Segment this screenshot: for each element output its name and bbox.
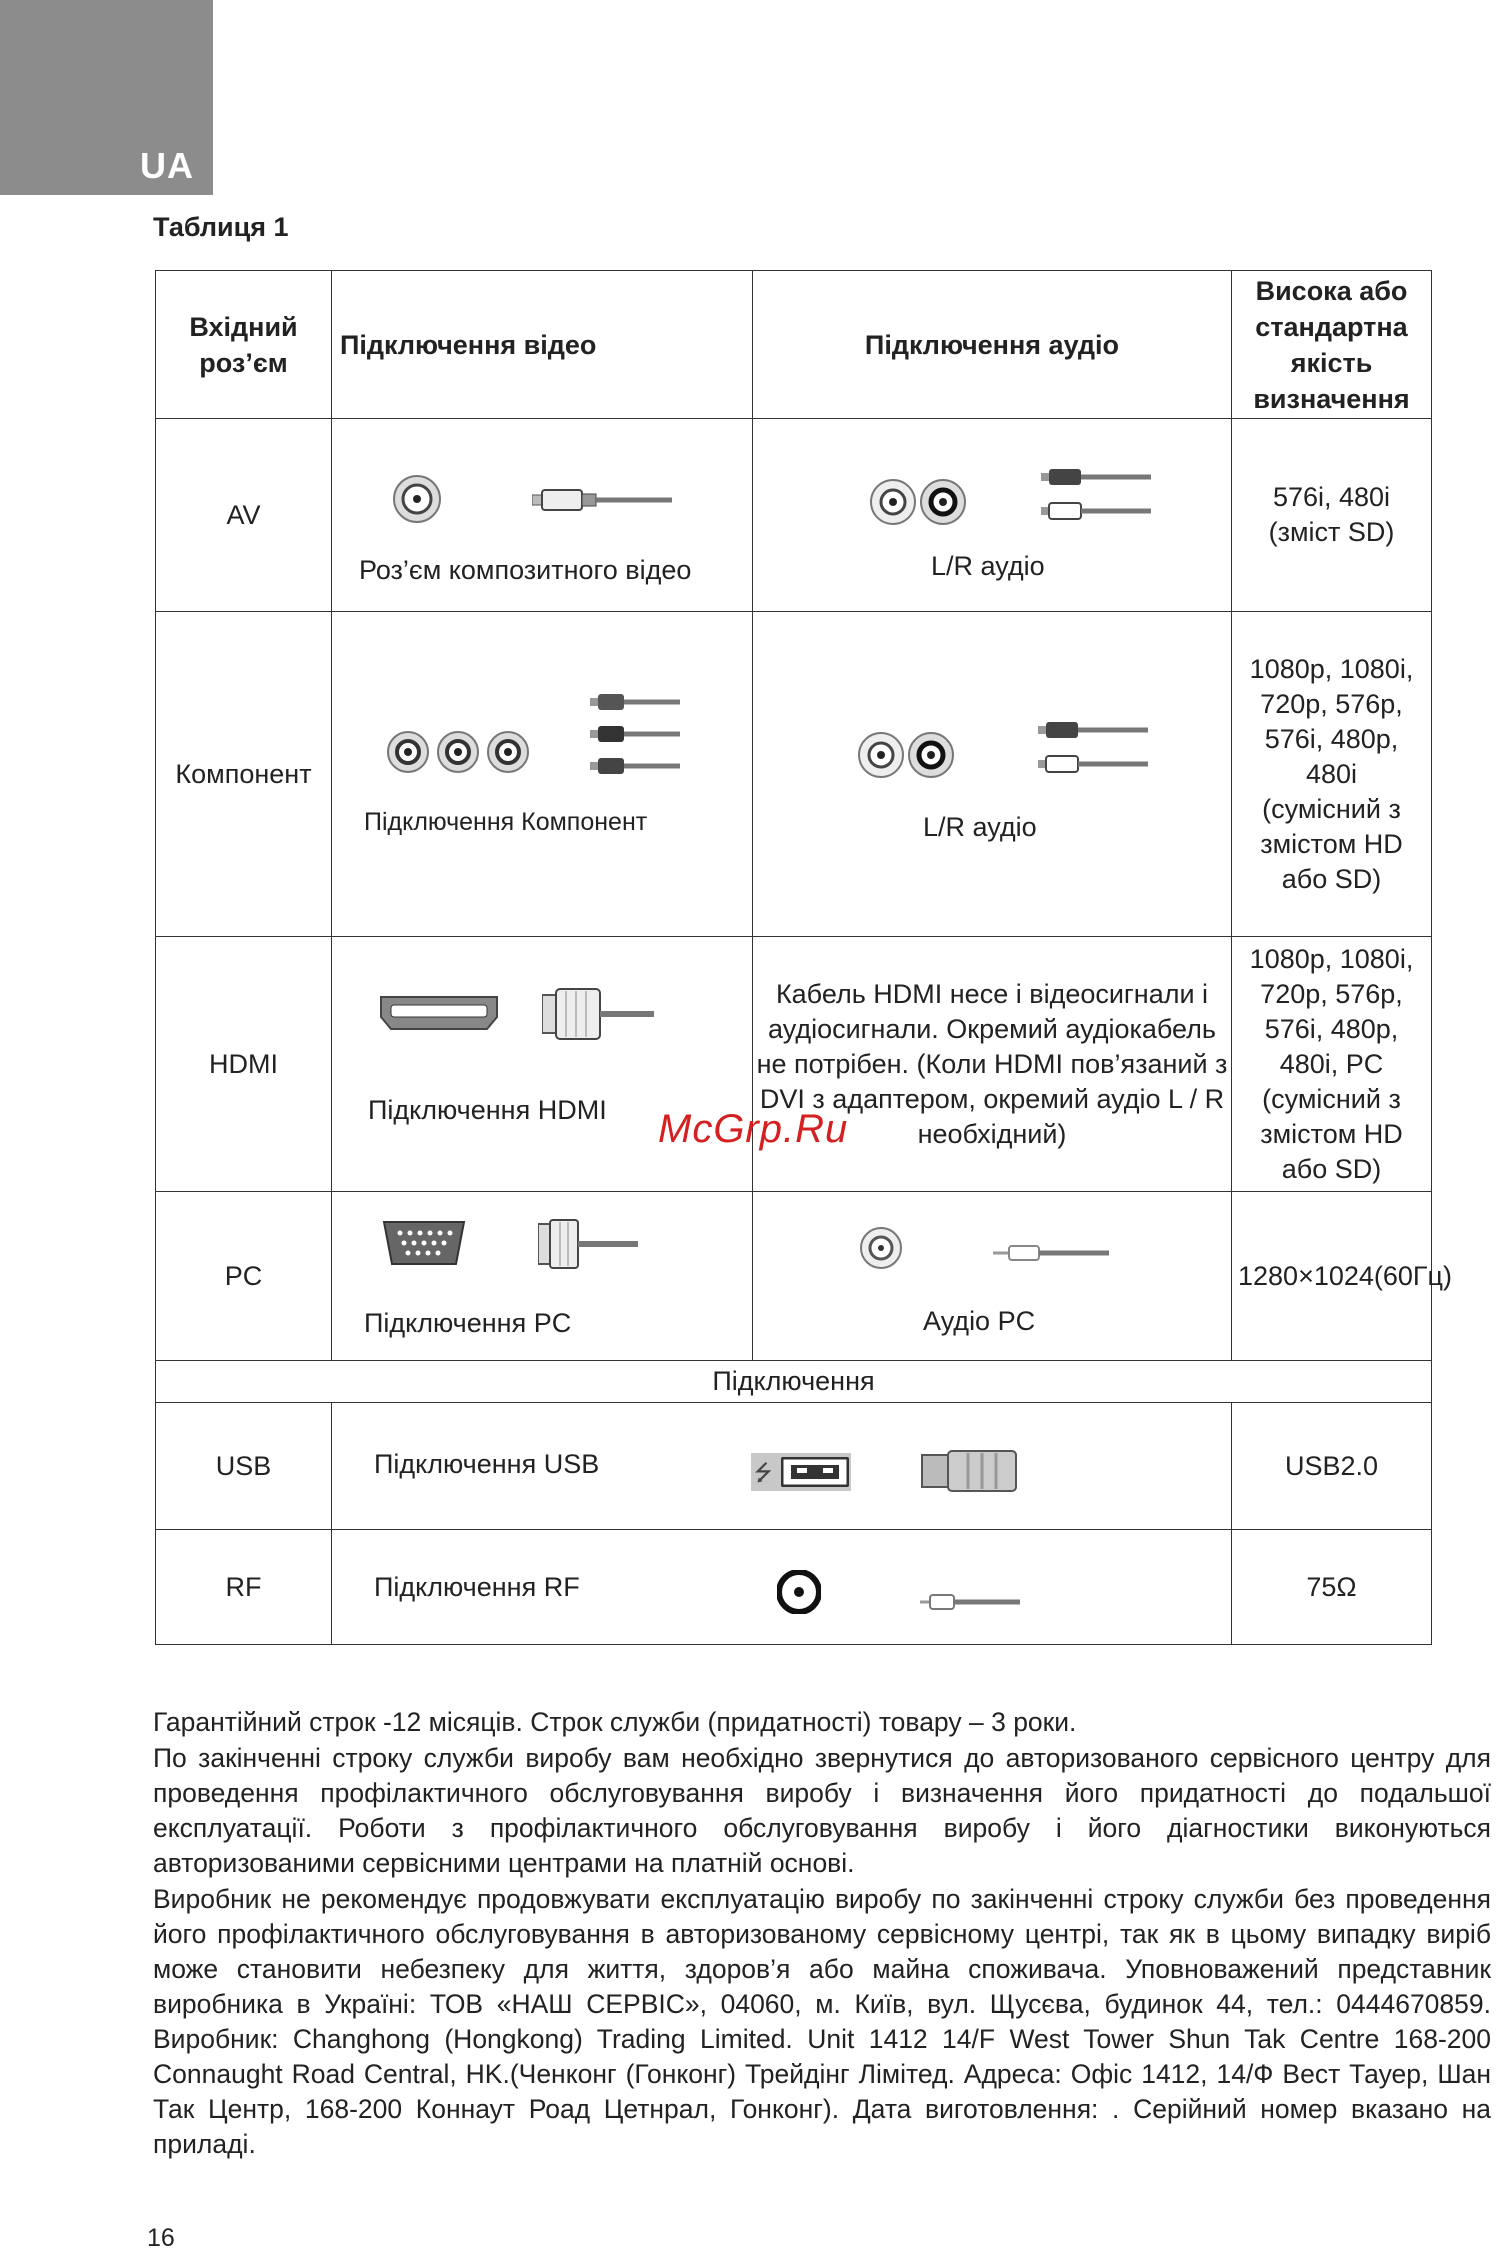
rf-connection-cell xyxy=(332,1530,1232,1645)
usb-caption: Підключення USB xyxy=(374,1449,600,1479)
usb-cable-icon xyxy=(920,1449,1020,1493)
header-quality: Висока або стандартна якість визначення xyxy=(1232,271,1432,419)
video-cell-av xyxy=(332,419,753,612)
quality-component: 1080p, 1080i, 720p, 576p, 576i, 480p, 480i (сумісний з змістом HD або SD) xyxy=(1232,612,1432,937)
table-row-usb xyxy=(156,1403,1432,1530)
composite-jack-icon xyxy=(392,474,442,524)
vga-cable-icon xyxy=(538,1218,638,1270)
rca-lr-jacks-icon xyxy=(869,477,969,527)
component-jacks-icon xyxy=(386,730,532,774)
rca-lr-jacks-icon xyxy=(857,730,957,780)
watermark: McGrp.Ru xyxy=(658,1107,849,1151)
usb-connection-cell xyxy=(332,1403,1232,1530)
audio-cable-icon xyxy=(993,1242,1109,1264)
connections-table xyxy=(155,270,1452,1645)
section-label-row xyxy=(156,1361,1432,1403)
header-input-connector: Вхідний роз’єм xyxy=(156,271,332,419)
audio-caption-component: L/R аудіо xyxy=(923,812,1037,842)
rf-cable-icon xyxy=(920,1592,1020,1612)
rca-lr-cable-icon xyxy=(1041,467,1151,527)
video-cell-pc xyxy=(332,1192,753,1361)
table-row-av xyxy=(156,419,1432,612)
page-number: 16 xyxy=(147,2224,175,2252)
manufacturer-paragraph: Виробник не рекомендує продовжувати експлуатацію виробу по закінченні строку служби без проведення його профілактичного обслуговування в авторизованому сервісному центрі, так як в цьому випадку виріб може становити небезпеку для життя, здоров’я або майна споживача. Уповноважений представник виробника в Україні: ТОВ «НАШ СЕРВІС», 04060, м. Київ, вул. Щусєва, будинок 44, тел.: 0444670859. Виробник: Changhong (Hongkong) Trading Limited. Unit 1412 14/F West Tower Shun Tak Centre 168-200 Connaught Road Central, HK.(Ченконг (Гонконг) Трейдінг Лімітед. Адреса: Офіс 1412, 14/Ф Вест Тауер, Шан Так Центр, 168-200 Коннаут Роад Цетнрал, Гонконг). Дата виготовлення: . Серійний номер вказано на приладі. xyxy=(153,1884,1491,2159)
video-cell-component xyxy=(332,612,753,937)
video-caption-hdmi: Підключення HDMI xyxy=(368,1095,607,1125)
audio-cell-pc xyxy=(753,1192,1232,1361)
header-audio-connection: Підключення аудіо xyxy=(753,271,1232,419)
input-av: AV xyxy=(156,419,332,612)
vga-port-icon xyxy=(382,1220,466,1266)
audio-cell-av xyxy=(753,419,1232,612)
quality-rf: 75Ω xyxy=(1232,1530,1432,1645)
quality-pc: 1280×1024(60Гц) xyxy=(1232,1192,1432,1361)
quality-usb: USB2.0 xyxy=(1232,1403,1432,1530)
table-row-component xyxy=(156,612,1432,937)
audio-note-hdmi: Кабель HDMI несе і відеосигнали і аудіосигнали. Окремий аудіокабель не потрібен. (Коли HDMI пов’язаний з DVI з адаптером, окремий аудіо L / R необхідний) xyxy=(753,937,1232,1192)
composite-cable-icon xyxy=(532,487,672,513)
hdmi-cable-icon xyxy=(542,987,654,1041)
input-component: Компонент xyxy=(156,612,332,937)
input-rf: RF xyxy=(156,1530,332,1645)
usb-symbol-icon: ⭍ xyxy=(754,1460,773,1485)
service-paragraph: По закінченні строку служби виробу вам необхідно звернутися до авторизованого сервісного центру для проведення профілактичного обслуговування виробу і визначення його придатності до подальшої експлуатації. Роботи з профілактичного обслуговування виробу і його діагностики виконуються авторизованими сервісними центрами на платній основі. xyxy=(153,1743,1491,1878)
quality-av: 576i, 480i (зміст SD) xyxy=(1232,419,1432,612)
usb-port-icon xyxy=(751,1453,851,1491)
input-usb: USB xyxy=(156,1403,332,1530)
table-header-row xyxy=(156,271,1432,419)
table-title: Таблиця 1 xyxy=(153,212,289,242)
rf-caption: Підключення RF xyxy=(374,1572,580,1602)
input-pc: PC xyxy=(156,1192,332,1361)
audio-jack-icon xyxy=(859,1226,903,1270)
table-row-hdmi xyxy=(156,937,1432,1192)
audio-cell-component xyxy=(753,612,1232,937)
video-cell-hdmi xyxy=(332,937,753,1192)
rca-lr-cable-icon xyxy=(1038,720,1148,780)
table-row-rf xyxy=(156,1530,1432,1645)
audio-caption-av: L/R аудіо xyxy=(931,551,1045,581)
warranty-paragraph: Гарантійний строк -12 місяців. Строк служби (придатності) товару – 3 роки. xyxy=(153,1707,1077,1737)
hdmi-port-icon xyxy=(377,993,501,1033)
video-caption-pc: Підключення PC xyxy=(364,1308,572,1338)
video-caption-component: Підключення Компонент xyxy=(364,808,648,836)
language-tab-label: UA xyxy=(140,145,194,186)
header-video-connection: Підключення відео xyxy=(332,271,753,419)
table-row-pc xyxy=(156,1192,1432,1361)
video-caption-av: Роз’єм композитного відео xyxy=(359,555,692,585)
component-cable-icon xyxy=(590,694,680,778)
section-label: Підключення xyxy=(156,1361,1432,1403)
input-hdmi: HDMI xyxy=(156,937,332,1192)
quality-hdmi: 1080p, 1080i, 720p, 576p, 576i, 480p, 480i, PC (сумісний з змістом HD або SD) xyxy=(1232,937,1432,1192)
audio-caption-pc: Аудіо PC xyxy=(923,1306,1036,1336)
rf-port-icon xyxy=(777,1570,821,1614)
